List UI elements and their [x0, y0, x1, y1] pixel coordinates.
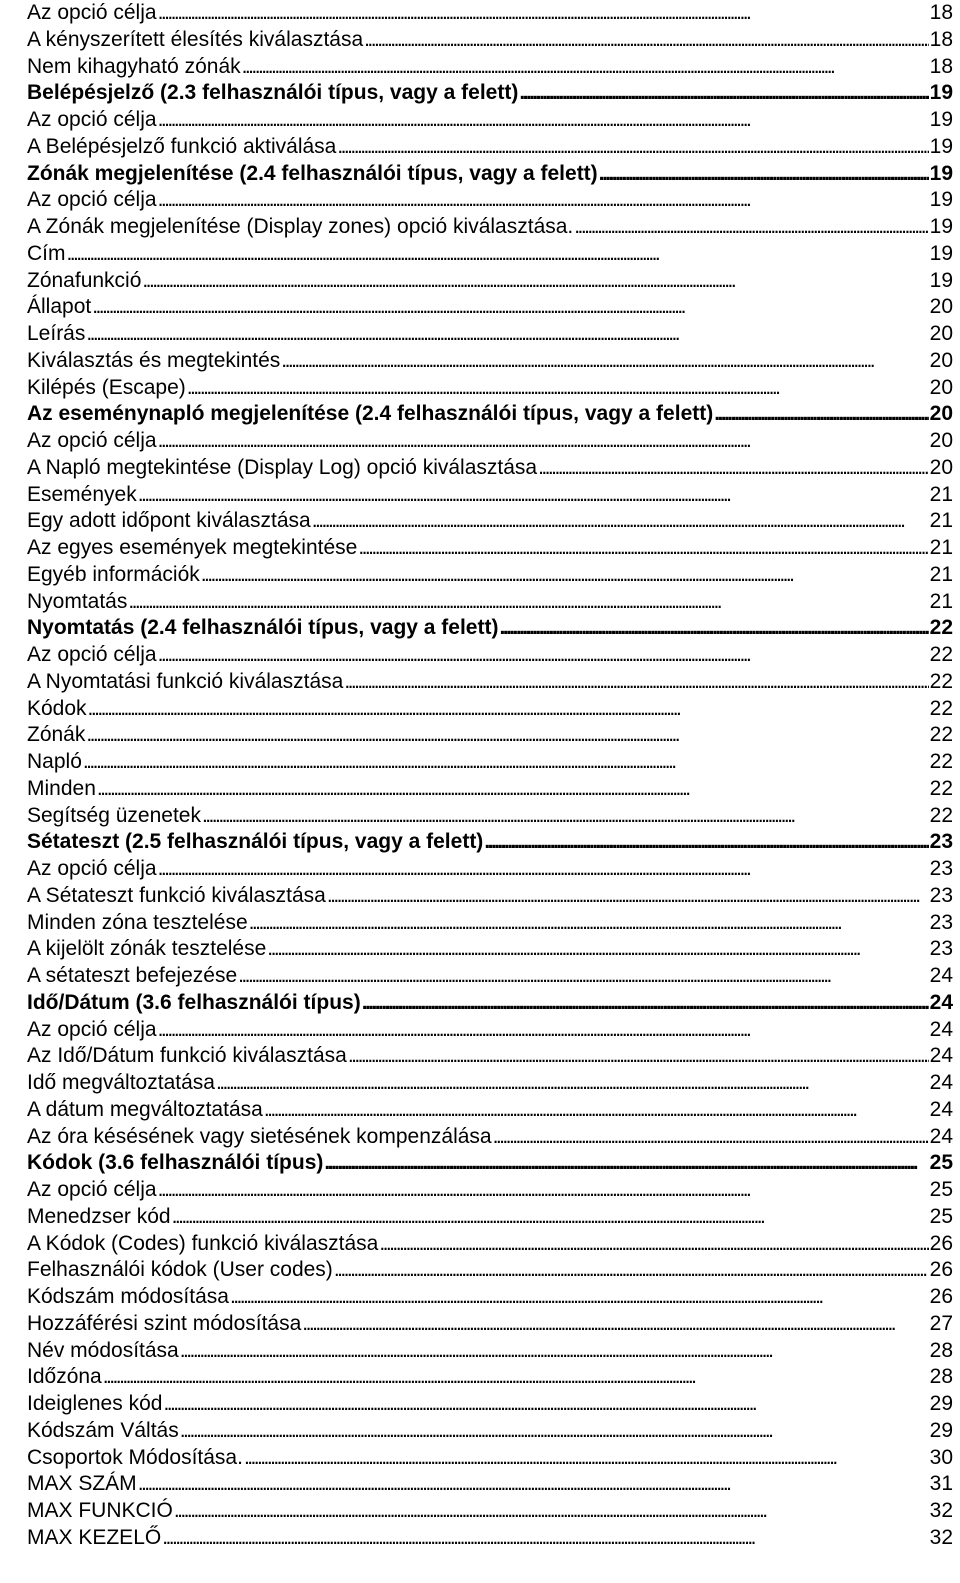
table-of-contents: [27, 0, 953, 1552]
toc-entry-title: Cím: [27, 241, 66, 265]
toc-entry[interactable]: [27, 0, 953, 27]
dot-leader: [327, 883, 929, 910]
toc-entry-page-number: 22: [929, 616, 953, 640]
dot-leader: [337, 134, 928, 161]
dot-leader: [172, 1204, 929, 1231]
toc-entry-page-number: 22: [929, 696, 953, 720]
dot-leader: [379, 1231, 928, 1258]
dot-leader: [103, 1364, 929, 1391]
dot-leader: [238, 963, 929, 990]
dot-leader: [216, 1070, 929, 1097]
dot-leader: [86, 722, 928, 749]
toc-entry-title: Nyomtatás: [27, 589, 128, 613]
dot-leader: [180, 1418, 929, 1445]
toc-entry-title: Kódszám módosítása: [27, 1285, 229, 1308]
toc-entry[interactable]: [27, 776, 953, 803]
dot-leader: [86, 321, 928, 348]
toc-entry-title: Sétateszt (2.5 felhasználói típus, vagy a felett): [27, 830, 484, 854]
toc-entry[interactable]: [27, 696, 953, 723]
toc-entry-page-number: 22: [929, 750, 953, 773]
toc-entry[interactable]: [27, 1338, 953, 1365]
toc-entry-title: A Belépésjelző funkció aktiválása: [27, 134, 337, 158]
toc-entry[interactable]: [27, 428, 953, 455]
toc-entry[interactable]: [27, 508, 953, 535]
toc-entry[interactable]: [27, 321, 953, 348]
toc-entry-page-number: 24: [929, 1124, 953, 1148]
toc-entry-page-number: 21: [929, 589, 953, 613]
toc-heading-entry[interactable]: [27, 161, 953, 188]
toc-entry[interactable]: [27, 589, 953, 616]
dot-leader: [174, 1498, 929, 1525]
toc-entry-page-number: 28: [929, 1338, 953, 1362]
toc-entry-title: Leírás: [27, 322, 86, 345]
toc-entry-title: Menedzser kód: [27, 1204, 171, 1228]
toc-entry[interactable]: [27, 749, 953, 776]
toc-entry[interactable]: [27, 1097, 953, 1124]
dot-leader: [158, 0, 929, 27]
toc-entry[interactable]: [27, 1311, 953, 1338]
toc-entry-title: Kódok (3.6 felhasználói típus): [27, 1151, 324, 1175]
toc-entry-page-number: 32: [929, 1525, 953, 1549]
toc-entry-title: Idő/Dátum (3.6 felhasználói típus): [27, 990, 361, 1014]
toc-entry[interactable]: [27, 1498, 953, 1525]
toc-entry-title: A Nyomtatási funkció kiválasztása: [27, 669, 344, 693]
toc-entry-page-number: 20: [929, 402, 953, 426]
toc-entry-page-number: 22: [929, 776, 953, 800]
toc-entry-title: Minden zóna tesztelése: [27, 910, 248, 934]
toc-entry[interactable]: [27, 1364, 953, 1391]
toc-entry-page-number: 20: [929, 348, 953, 372]
dot-leader: [187, 375, 929, 402]
dot-leader: [599, 161, 929, 188]
toc-entry[interactable]: [27, 1418, 953, 1445]
toc-entry-title: Az opció célja: [27, 188, 157, 212]
toc-entry-page-number: 20: [929, 455, 953, 479]
toc-entry-title: A sétateszt befejezése: [27, 964, 238, 987]
toc-entry[interactable]: [27, 1204, 953, 1231]
toc-entry-page-number: 29: [929, 1418, 953, 1442]
toc-entry-title: Az eseménynapló megjelenítése (2.4 felhasználói típus, vagy a felett): [27, 402, 714, 426]
dot-leader: [163, 1391, 928, 1418]
toc-entry-page-number: 19: [929, 268, 953, 292]
toc-entry-page-number: 20: [929, 322, 953, 345]
toc-entry-page-number: 24: [929, 1017, 953, 1041]
dot-leader: [267, 936, 928, 963]
toc-entry[interactable]: [27, 1124, 953, 1151]
toc-entry-title: Kilépés (Escape): [27, 375, 186, 399]
dot-leader: [138, 1471, 929, 1498]
toc-entry-page-number: 32: [929, 1499, 953, 1522]
toc-entry-title: Az opció célja: [27, 643, 157, 666]
dot-leader: [242, 54, 929, 81]
toc-entry-page-number: 30: [929, 1445, 953, 1469]
toc-entry-page-number: 26: [929, 1258, 953, 1282]
toc-entry-page-number: 19: [929, 81, 953, 105]
toc-entry-title: A Kódok (Codes) funkció kiválasztása: [27, 1231, 379, 1255]
toc-entry-page-number: 27: [929, 1311, 953, 1335]
toc-entry-page-number: 21: [929, 509, 953, 533]
toc-entry-page-number: 24: [929, 1097, 953, 1121]
toc-entry-title: Zónák: [27, 723, 86, 747]
toc-entry-title: Kiválasztás és megtekintés: [27, 348, 281, 372]
toc-entry-page-number: 18: [929, 54, 953, 78]
toc-entry-page-number: 19: [929, 108, 953, 131]
toc-entry[interactable]: [27, 241, 953, 268]
toc-entry-page-number: 21: [929, 482, 953, 506]
toc-entry[interactable]: [27, 348, 953, 375]
toc-entry-title: Felhasználói kódok (User codes): [27, 1258, 333, 1282]
toc-entry-page-number: 24: [929, 1044, 953, 1068]
dot-leader: [138, 482, 929, 509]
toc-entry[interactable]: [27, 27, 953, 54]
toc-entry-title: A Napló megtekintése (Display Log) opció kiválasztása: [27, 455, 538, 479]
toc-entry-page-number: 25: [929, 1204, 953, 1228]
toc-entry-page-number: 19: [929, 188, 953, 212]
toc-entry-page-number: 28: [929, 1365, 953, 1389]
toc-entry[interactable]: [27, 1043, 953, 1070]
toc-entry-page-number: 26: [929, 1285, 953, 1308]
toc-entry-page-number: 25: [929, 1178, 953, 1201]
toc-entry[interactable]: [27, 562, 953, 589]
toc-entry[interactable]: [27, 803, 953, 830]
toc-entry-title: Időzóna: [27, 1365, 102, 1389]
toc-entry-title: Az opció célja: [27, 429, 157, 452]
toc-entry[interactable]: [27, 107, 953, 134]
toc-entry-page-number: 23: [929, 830, 953, 854]
toc-entry[interactable]: [27, 1231, 953, 1258]
toc-entry-page-number: 19: [929, 241, 953, 265]
toc-entry-title: A kényszerített élesítés kiválasztása: [27, 27, 364, 51]
dot-leader: [358, 535, 928, 562]
dot-leader: [538, 455, 929, 482]
toc-entry[interactable]: [27, 54, 953, 81]
dot-leader: [142, 268, 928, 295]
dot-leader: [128, 589, 928, 616]
toc-entry[interactable]: [27, 1471, 953, 1498]
dot-leader: [264, 1097, 929, 1124]
dot-leader: [158, 642, 929, 669]
dot-leader: [230, 1284, 929, 1311]
toc-entry-title: Az opció célja: [27, 1178, 157, 1201]
dot-leader: [202, 803, 929, 830]
toc-entry[interactable]: [27, 856, 953, 883]
toc-entry-title: A Zónák megjelenítése (Display zones) opció kiválasztása.: [27, 215, 574, 238]
toc-entry[interactable]: [27, 883, 953, 910]
dot-leader: [348, 1043, 929, 1070]
dot-leader: [714, 401, 928, 428]
toc-entry[interactable]: [27, 1070, 953, 1097]
dot-leader: [364, 27, 928, 54]
toc-entry-title: Az Idő/Dátum funkció kiválasztása: [27, 1044, 347, 1068]
toc-entry[interactable]: [27, 1391, 953, 1418]
toc-entry[interactable]: [27, 1284, 953, 1311]
toc-entry-page-number: 24: [929, 1071, 953, 1094]
dot-leader: [83, 749, 929, 776]
dot-leader: [312, 508, 929, 535]
toc-entry-page-number: 21: [929, 536, 953, 559]
toc-entry[interactable]: [27, 722, 953, 749]
toc-entry[interactable]: [27, 134, 953, 161]
dot-leader: [158, 107, 929, 134]
toc-entry-title: Egy adott időpont kiválasztása: [27, 509, 311, 533]
toc-entry-title: Idő megváltoztatása: [27, 1071, 215, 1094]
toc-entry-page-number: 19: [929, 215, 953, 238]
toc-entry-title: Események: [27, 482, 137, 506]
dot-leader: [158, 1017, 929, 1044]
toc-entry-title: Minden: [27, 776, 96, 800]
dot-leader: [158, 856, 929, 883]
dot-leader: [574, 214, 928, 241]
toc-entry-title: Az opció célja: [27, 1017, 157, 1041]
toc-entry-title: Napló: [27, 750, 82, 773]
toc-entry-page-number: 24: [929, 990, 953, 1014]
toc-entry-title: Ideiglenes kód: [27, 1392, 163, 1415]
dot-leader: [88, 696, 929, 723]
toc-entry-page-number: 20: [929, 429, 953, 452]
dot-leader: [201, 562, 929, 589]
toc-entry[interactable]: [27, 1177, 953, 1204]
toc-entry-page-number: 21: [929, 562, 953, 586]
toc-entry-page-number: 22: [929, 723, 953, 747]
toc-entry[interactable]: [27, 963, 953, 990]
toc-entry-page-number: 22: [929, 669, 953, 693]
dot-leader: [158, 187, 929, 214]
toc-heading-entry[interactable]: [27, 1150, 953, 1177]
toc-entry-title: Az opció célja: [27, 1, 157, 24]
toc-heading-entry[interactable]: [27, 990, 953, 1017]
dot-leader: [249, 910, 929, 937]
toc-entry-title: A dátum megváltoztatása: [27, 1097, 263, 1121]
toc-entry-title: Kódok: [27, 696, 87, 720]
toc-entry[interactable]: [27, 482, 953, 509]
toc-entry-page-number: 19: [929, 134, 953, 158]
dot-leader: [334, 1257, 929, 1284]
toc-entry-page-number: 22: [929, 643, 953, 666]
toc-entry[interactable]: [27, 1445, 953, 1472]
toc-entry[interactable]: [27, 535, 953, 562]
dot-leader: [302, 1311, 928, 1338]
toc-entry-title: MAX SZÁM: [27, 1472, 137, 1496]
dot-leader: [499, 615, 928, 642]
dot-leader: [519, 80, 928, 107]
toc-entry[interactable]: [27, 294, 953, 321]
dot-leader: [92, 294, 928, 321]
dot-leader: [484, 829, 928, 856]
toc-heading-entry[interactable]: [27, 401, 953, 428]
toc-entry[interactable]: [27, 375, 953, 402]
toc-entry-title: Név módosítása: [27, 1338, 179, 1362]
dot-leader: [281, 348, 928, 375]
toc-heading-entry[interactable]: [27, 829, 953, 856]
toc-entry[interactable]: [27, 268, 953, 295]
toc-entry-page-number: 23: [929, 883, 953, 907]
dot-leader: [180, 1338, 929, 1365]
toc-entry[interactable]: [27, 455, 953, 482]
toc-entry-title: Nem kihagyható zónák: [27, 54, 241, 78]
toc-heading-entry[interactable]: [27, 615, 953, 642]
toc-entry-title: Csoportok Módosítása.: [27, 1445, 243, 1469]
toc-entry[interactable]: [27, 936, 953, 963]
toc-entry-page-number: 23: [929, 937, 953, 961]
toc-entry-title: MAX FUNKCIÓ: [27, 1499, 173, 1522]
toc-entry-title: Kódszám Váltás: [27, 1418, 179, 1442]
toc-entry[interactable]: [27, 642, 953, 669]
dot-leader: [162, 1525, 928, 1552]
toc-entry-title: Az egyes események megtekintése: [27, 536, 358, 559]
dot-leader: [244, 1445, 929, 1472]
toc-entry[interactable]: [27, 1257, 953, 1284]
dot-leader: [158, 1177, 929, 1204]
toc-entry-title: Az óra késésének vagy sietésének kompenzálása: [27, 1124, 492, 1148]
toc-entry[interactable]: [27, 910, 953, 937]
toc-entry[interactable]: [27, 669, 953, 696]
dot-leader: [344, 669, 928, 696]
toc-entry-title: MAX KEZELŐ: [27, 1525, 162, 1549]
dot-leader: [493, 1124, 929, 1151]
toc-entry-title: Hozzáférési szint módosítása: [27, 1311, 302, 1335]
toc-entry-title: A Sétateszt funkció kiválasztása: [27, 883, 326, 907]
toc-entry-title: Az opció célja: [27, 108, 157, 131]
toc-entry-page-number: 24: [929, 964, 953, 987]
toc-entry-page-number: 26: [929, 1231, 953, 1255]
dot-leader: [362, 990, 929, 1017]
toc-entry-page-number: 23: [929, 857, 953, 880]
toc-entry-title: Zónák megjelenítése (2.4 felhasználói típus, vagy a felett): [27, 161, 598, 185]
toc-entry-page-number: 20: [929, 375, 953, 399]
toc-entry-title: Állapot: [27, 295, 92, 319]
toc-entry-page-number: 25: [929, 1151, 953, 1175]
toc-entry-page-number: 18: [929, 27, 953, 51]
dot-leader: [324, 1150, 928, 1177]
toc-entry-title: Az opció célja: [27, 857, 157, 880]
toc-entry-title: Belépésjelző (2.3 felhasználói típus, vagy a felett): [27, 81, 519, 105]
toc-entry-title: Nyomtatás (2.4 felhasználói típus, vagy a felett): [27, 616, 499, 640]
toc-entry-title: Egyéb információk: [27, 562, 200, 586]
dot-leader: [97, 776, 929, 803]
toc-entry-title: A kijelölt zónák tesztelése: [27, 937, 267, 961]
toc-entry-title: Segítség üzenetek: [27, 803, 201, 827]
toc-heading-entry[interactable]: [27, 80, 953, 107]
toc-entry[interactable]: [27, 1525, 953, 1552]
toc-entry-page-number: 18: [929, 1, 953, 24]
toc-entry-page-number: 20: [929, 295, 953, 319]
toc-entry-page-number: 23: [929, 910, 953, 934]
toc-entry-page-number: 29: [929, 1392, 953, 1415]
dot-leader: [158, 428, 929, 455]
dot-leader: [67, 241, 929, 268]
toc-entry-page-number: 31: [929, 1472, 953, 1496]
toc-entry-page-number: 19: [929, 161, 953, 185]
toc-entry[interactable]: [27, 187, 953, 214]
toc-entry-title: Zónafunkció: [27, 268, 142, 292]
toc-entry[interactable]: [27, 214, 953, 241]
toc-entry[interactable]: [27, 1017, 953, 1044]
toc-entry-page-number: 22: [929, 803, 953, 827]
